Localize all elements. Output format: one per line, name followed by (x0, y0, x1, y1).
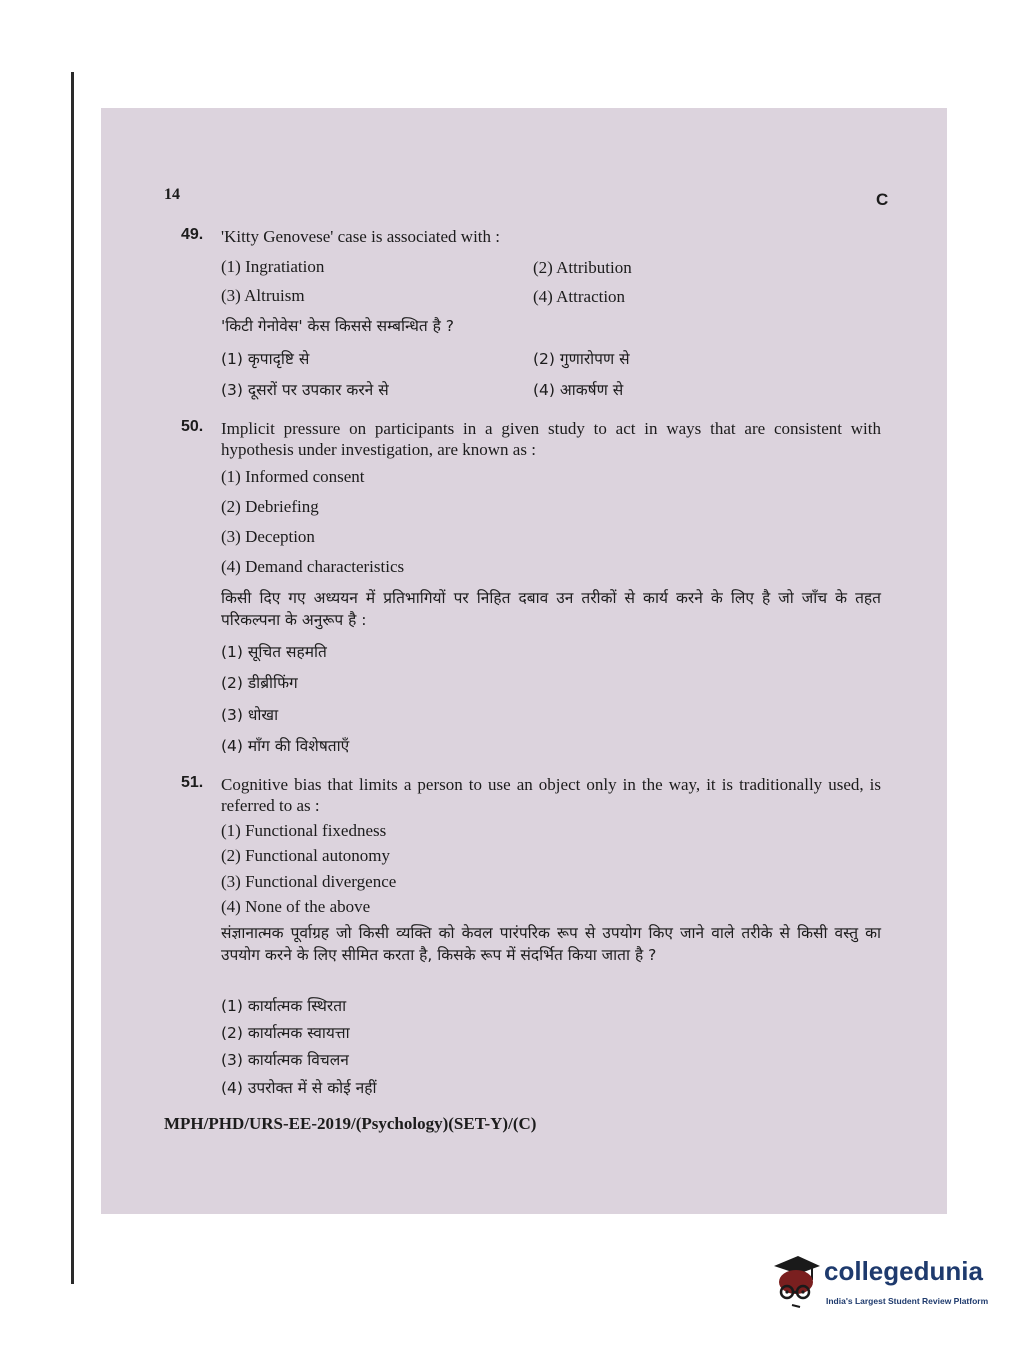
option-2: (2) Functional autonomy (221, 846, 391, 865)
option-1: (1) Ingratiation (221, 257, 325, 276)
question-text-hindi: संज्ञानात्मक पूर्वाग्रह जो किसी व्यक्ति को केवल पारंपरिक रूप से उपयोग किए जाने वाले तरीके से किसी वस्तु का उपयोग करने के लिए सीमित करता है, किसके रूप में संदर्भित किया जाता है ? (221, 924, 881, 964)
option-1-hindi: (1) सूचित सहमति (221, 643, 327, 661)
option-4-hindi: (4) आकर्षण से (533, 381, 624, 399)
question-number: 51. (181, 774, 204, 791)
option-2-hindi: (2) कार्यात्मक स्वायत्ता (221, 1024, 350, 1042)
page-number: 14 (164, 186, 180, 203)
question-text: Implicit pressure on participants in a given study to act in ways that are consistent with hypothesis under investigation, are known as : (221, 419, 881, 459)
option-1-hindi: (1) कार्यात्मक स्थिरता (221, 997, 347, 1015)
question-text-hindi: किसी दिए गए अध्ययन में प्रतिभागियों पर निहित दबाव उन तरीकों से कार्य करने के लिए है जो जाँच के तहत परिकल्पना के अनुरूप है : (221, 589, 881, 629)
collegedunia-logo (772, 1250, 1002, 1320)
question-50 (181, 418, 881, 460)
question-51-hindi (181, 922, 881, 966)
question-text: Cognitive bias that limits a person to use an object only in the way, it is traditionally used, is referred to as : (221, 775, 881, 815)
set-code: C (876, 190, 889, 209)
option-1-hindi: (1) कृपादृष्टि से (221, 350, 310, 368)
option-3: (3) Altruism (221, 286, 305, 305)
exam-code-footer: MPH/PHD/URS-EE-2019/(Psychology)(SET-Y)/(C) (164, 1114, 537, 1133)
option-3: (3) Functional divergence (221, 872, 397, 891)
question-text: 'Kitty Genovese' case is associated with : (221, 227, 500, 246)
option-2: (2) Debriefing (221, 497, 319, 516)
scan-edge (71, 72, 74, 1284)
option-4: (4) Demand characteristics (221, 557, 405, 576)
option-2-hindi: (2) गुणारोपण से (533, 350, 630, 368)
option-2-hindi: (2) डीब्रीफिंग (221, 674, 298, 692)
question-51 (181, 774, 881, 816)
question-text-hindi: 'किटी गेनोवेस' केस किससे सम्बन्धित है ? (221, 317, 455, 335)
option-3-hindi: (3) दूसरों पर उपकार करने से (221, 381, 389, 399)
mascot-icon (772, 1250, 822, 1312)
logo-tagline: India's Largest Student Review Platform (826, 1296, 989, 1306)
question-50-hindi (181, 587, 881, 631)
option-4: (4) Attraction (533, 287, 626, 306)
option-4-hindi: (4) उपरोक्त में से कोई नहीं (221, 1079, 377, 1097)
question-number: 49. (181, 226, 204, 243)
question-49 (181, 226, 881, 247)
option-4-hindi: (4) माँग की विशेषताएँ (221, 737, 350, 755)
option-2: (2) Attribution (533, 258, 632, 277)
question-number: 50. (181, 418, 204, 435)
option-1: (1) Informed consent (221, 467, 365, 486)
logo-wordmark: collegedunia (824, 1256, 983, 1286)
option-1: (1) Functional fixedness (221, 821, 387, 840)
option-3-hindi: (3) धोखा (221, 706, 279, 724)
option-3-hindi: (3) कार्यात्मक विचलन (221, 1051, 349, 1069)
option-4: (4) None of the above (221, 897, 371, 916)
option-3: (3) Deception (221, 527, 315, 546)
